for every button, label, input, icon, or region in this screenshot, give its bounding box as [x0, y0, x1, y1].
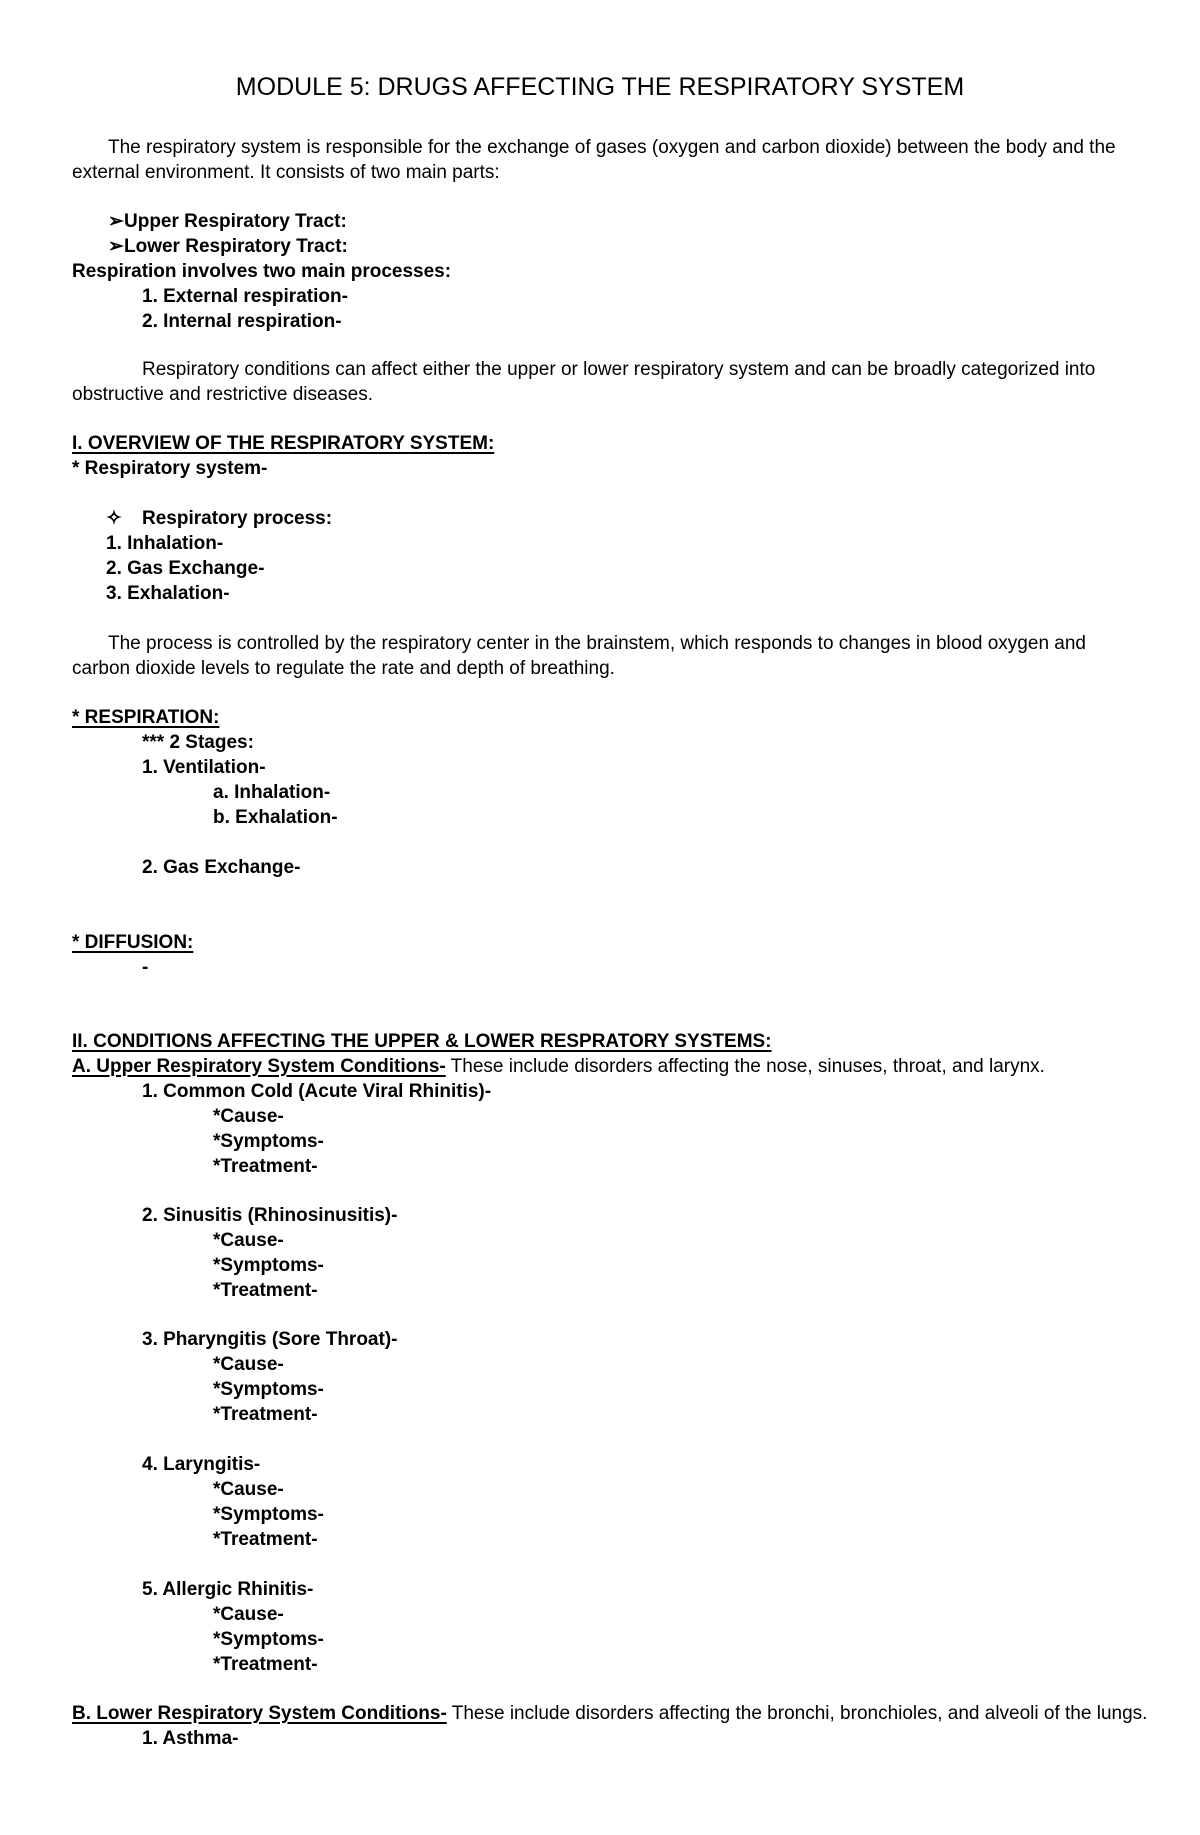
lower-conditions-desc: These include disorders affecting the bronchi, bronchioles, and alveoli of the lungs. [446, 1703, 1148, 1724]
process-external: 1. External respiration- [142, 286, 348, 307]
condition-allergic-rhinitis: 5. Allergic Rhinitis- [142, 1579, 314, 1600]
condition-symptoms: *Symptoms- [213, 1629, 324, 1650]
lower-conditions-line [72, 1702, 1147, 1726]
condition-treatment: *Treatment- [213, 1156, 318, 1177]
condition-symptoms: *Symptoms- [213, 1131, 324, 1152]
condition-asthma: 1. Asthma- [142, 1728, 239, 1749]
respiratory-system-item: * Respiratory system- [72, 458, 268, 479]
condition-cause: *Cause- [213, 1604, 284, 1625]
upper-conditions-desc: These include disorders affecting the nose, sinuses, throat, and larynx. [445, 1056, 1045, 1077]
process-step-inhalation: 1. Inhalation- [106, 533, 224, 554]
condition-symptoms: *Symptoms- [213, 1504, 324, 1525]
upper-conditions-heading: A. Upper Respiratory System Conditions- [72, 1056, 446, 1077]
diffusion-dash: - [142, 957, 149, 978]
condition-symptoms: *Symptoms- [213, 1379, 324, 1400]
section1-heading: I. OVERVIEW OF THE RESPIRATORY SYSTEM: [72, 433, 495, 454]
ventilation-inhalation: a. Inhalation- [213, 782, 331, 803]
respiration-heading: * RESPIRATION: [72, 707, 220, 728]
page-title: MODULE 5: DRUGS AFFECTING THE RESPIRATORY SYSTEM [235, 73, 965, 101]
condition-cause: *Cause- [213, 1230, 284, 1251]
process-step-gas-exchange: 2. Gas Exchange- [106, 558, 265, 579]
process-internal: 2. Internal respiration- [142, 311, 342, 332]
diffusion-heading: * DIFFUSION: [72, 932, 194, 953]
condition-treatment: *Treatment- [213, 1280, 318, 1301]
processes-heading: Respiration involves two main processes: [72, 261, 452, 282]
gas-exchange-item: 2. Gas Exchange- [142, 857, 301, 878]
condition-cause: *Cause- [213, 1106, 284, 1127]
lower-conditions-heading: B. Lower Respiratory System Conditions- [72, 1703, 447, 1724]
respiratory-process-heading: ✧ Respiratory process: [106, 508, 333, 529]
stages-label: *** 2 Stages: [142, 732, 254, 753]
condition-cause: *Cause- [213, 1479, 284, 1500]
condition-common-cold: 1. Common Cold (Acute Viral Rhinitis)- [142, 1081, 492, 1102]
condition-sinusitis: 2. Sinusitis (Rhinosinusitis)- [142, 1205, 398, 1226]
arrow-bullet-icon: ➢ [108, 211, 124, 232]
process-step-exhalation: 3. Exhalation- [106, 583, 230, 604]
intro-paragraph: The respiratory system is responsible for the exchange of gases (oxygen and carbon dioxide) between the body and the external environment. It consists of two main parts: [72, 137, 1116, 183]
condition-symptoms: *Symptoms- [213, 1255, 324, 1276]
conditions-paragraph: Respiratory conditions can affect either the upper or lower respiratory system and can be broadly categorized into obstructive and restrictive diseases. [72, 359, 1096, 405]
condition-treatment: *Treatment- [213, 1654, 318, 1675]
control-paragraph: The process is controlled by the respiratory center in the brainstem, which responds to changes in blood oxygen and carbon dioxide levels to regulate the rate and depth of breathing. [72, 633, 1086, 679]
section2-heading: II. CONDITIONS AFFECTING THE UPPER & LOWER RESPRATORY SYSTEMS: [72, 1031, 772, 1052]
diamond-bullet-icon: ✧ [106, 508, 122, 529]
condition-treatment: *Treatment- [213, 1529, 318, 1550]
arrow-bullet-icon: ➢ [108, 236, 124, 257]
upper-conditions-line [72, 1055, 1045, 1079]
condition-laryngitis: 4. Laryngitis- [142, 1454, 261, 1475]
ventilation-exhalation: b. Exhalation- [213, 807, 338, 828]
part-upper: ➢Upper Respiratory Tract: [108, 211, 347, 232]
part-lower: ➢Lower Respiratory Tract: [108, 236, 348, 257]
condition-cause: *Cause- [213, 1354, 284, 1375]
condition-treatment: *Treatment- [213, 1404, 318, 1425]
ventilation-item: 1. Ventilation- [142, 757, 266, 778]
condition-pharyngitis: 3. Pharyngitis (Sore Throat)- [142, 1329, 398, 1350]
